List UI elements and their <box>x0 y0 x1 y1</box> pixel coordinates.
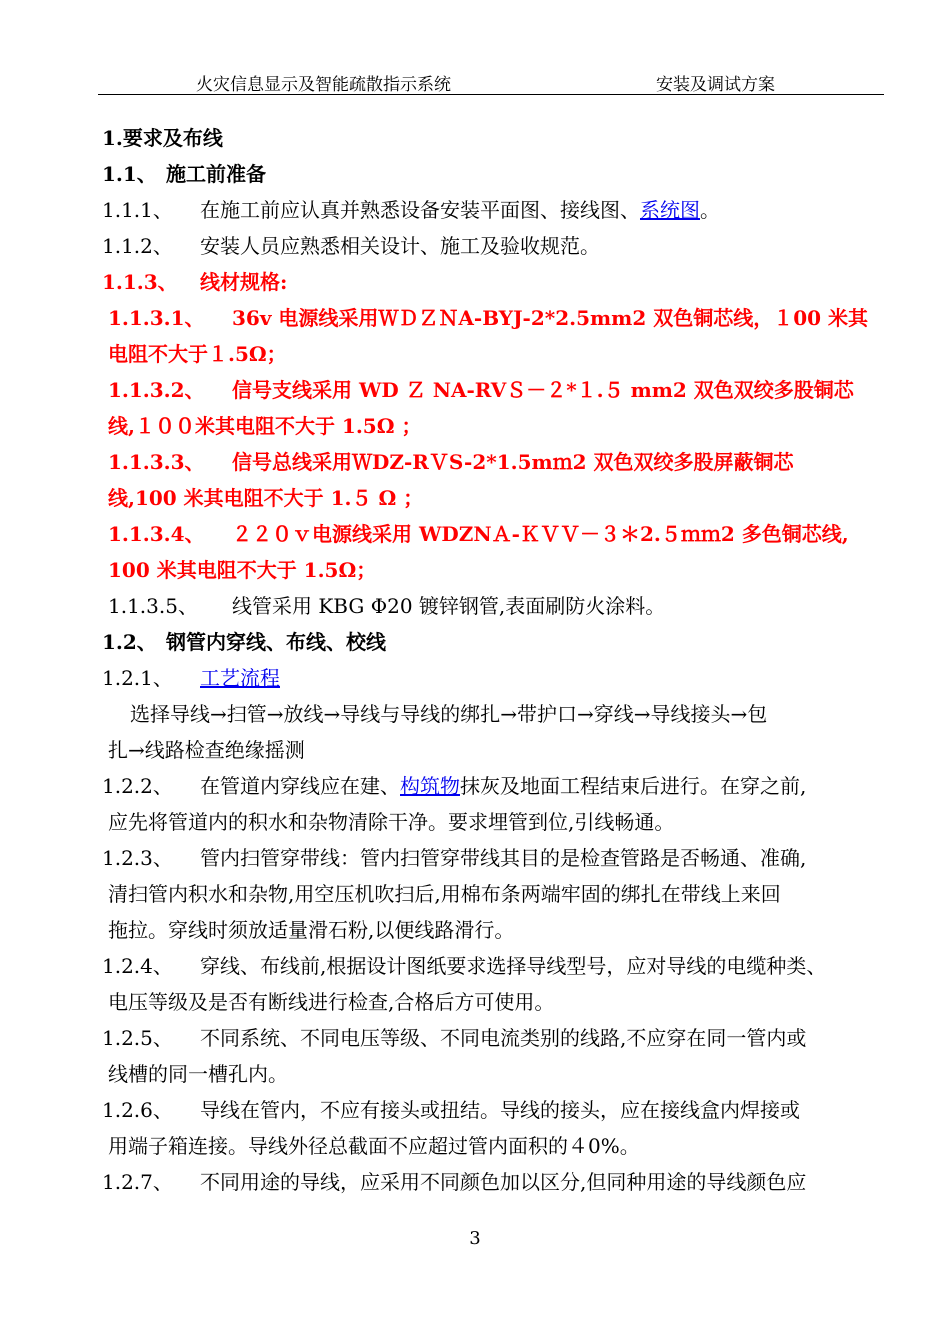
para-1-2-1-number: 1.2.1、 <box>102 666 173 690</box>
para-1-1-3-3 <box>108 448 794 476</box>
para-1-1-3-3-cont: 线,100 米其电阻不大于 1.５ Ω ； <box>108 486 424 510</box>
para-1-2-6 <box>102 1096 800 1124</box>
para-1-2-6-line2: 用端子箱连接。导线外径总截面不应超过管内面积的４0%。 <box>108 1134 640 1158</box>
para-1-1-2-text: 安装人员应熟悉相关设计、施工及验收规范。 <box>200 234 600 258</box>
header-subtitle: 安装及调试方案 <box>656 75 775 95</box>
para-1-1-3-3-line1: 信号总线采用ＷDZ-RＶS-2*1.5mｍ2 双色双绞多股屏蔽铜芯 <box>232 450 794 474</box>
para-1-2-5 <box>102 1024 806 1052</box>
para-1-1-3-1 <box>108 304 868 332</box>
para-1-1-3-2 <box>108 376 854 404</box>
para-1-1-1-text: 在施工前应认真并熟悉设备安装平面图、接线图、 <box>200 198 640 222</box>
para-1-2-7-line1: 不同用途的导线，应采用不同颜色加以区分,但同种用途的导线颜色应 <box>200 1170 807 1194</box>
para-1-2-5-line1: 不同系统、不同电压等级、不同电流类别的线路,不应穿在同一管内或 <box>200 1026 807 1050</box>
para-1-1-3-4-number: 1.1.3.4、 <box>108 522 205 546</box>
system-diagram-link[interactable]: 系统图 <box>640 198 700 222</box>
section-1-title: 1.要求及布线 <box>102 126 223 150</box>
para-1-1-3-1-line1: 36v 电源线采用ＷＤＺＮA-BYJ-2*2.5mm2 双色铜芯线，１00 米其 <box>232 306 868 330</box>
para-1-1-3-4 <box>108 520 849 548</box>
para-1-1-1-number: 1.1.1、 <box>102 198 173 222</box>
section-1-1-title: 施工前准备 <box>166 162 266 186</box>
para-1-2-1-line1: 选择导线→扫管→放线→导线与导线的绑扎→带护口→穿线→导线接头→包 <box>130 702 768 726</box>
section-1-2-number: 1.2、 <box>102 630 157 654</box>
para-1-2-1 <box>102 664 280 692</box>
para-1-1-3 <box>102 268 287 296</box>
process-flow-link[interactable]: 工艺流程 <box>200 666 280 690</box>
header-title: 火灾信息显示及智能疏散指示系统 <box>196 75 451 95</box>
para-1-1-1 <box>102 196 720 224</box>
structure-link[interactable]: 构筑物 <box>400 774 460 798</box>
para-1-2-3-line1: 管内扫管穿带线：管内扫管穿带线其目的是检查管路是否畅通、准确, <box>200 846 807 870</box>
section-1-2-title: 钢管内穿线、布线、校线 <box>166 630 386 654</box>
para-1-2-7-number: 1.2.7、 <box>102 1170 173 1194</box>
para-1-1-3-4-line1: ２２０ｖ电源线采用 WDZNＡ-ＫＶＶ－３＊2.５ｍｍ2 多色铜芯线, <box>232 522 849 546</box>
para-1-2-3-line3: 拖拉。穿线时须放适量滑石粉,以便线路滑行。 <box>108 918 515 942</box>
para-1-1-3-3-number: 1.1.3.3、 <box>108 450 205 474</box>
para-1-2-3-line2: 清扫管内积水和杂物,用空压机吹扫后,用棉布条两端牢固的绑扎在带线上来回 <box>108 882 781 906</box>
para-1-2-4 <box>102 952 826 980</box>
para-1-2-6-line1: 导线在管内，不应有接头或扭结。导线的接头，应在接线盒内焊接或 <box>200 1098 800 1122</box>
para-1-2-5-number: 1.2.5、 <box>102 1026 173 1050</box>
para-1-1-3-5 <box>108 592 665 620</box>
para-1-2-2-text-a: 在管道内穿线应在建、 <box>200 774 400 798</box>
para-1-2-4-line2: 电压等级及是否有断线进行检查,合格后方可使用。 <box>108 990 555 1014</box>
para-1-2-4-line1: 穿线、布线前,根据设计图纸要求选择导线型号，应对导线的电缆种类、 <box>200 954 827 978</box>
para-1-2-2-number: 1.2.2、 <box>102 774 173 798</box>
para-1-1-3-1-number: 1.1.3.1、 <box>108 306 205 330</box>
section-1-1-heading-row <box>102 160 266 188</box>
para-1-2-2 <box>102 772 806 800</box>
para-1-2-3-number: 1.2.3、 <box>102 846 173 870</box>
para-1-2-2-text-b: 抹灰及地面工程结束后进行。在穿之前, <box>460 774 807 798</box>
para-1-1-3-2-number: 1.1.3.2、 <box>108 378 205 402</box>
para-1-1-3-5-text: 线管采用 KBG Φ20 镀锌钢管,表面刷防火涂料。 <box>232 594 666 618</box>
section-1-2-heading <box>102 628 386 656</box>
para-1-1-3-text: 线材规格: <box>200 270 288 294</box>
para-1-1-3-2-line1: 信号支线采用 WD Ｚ NA-RVＳ－２*１.５ mm2 双色双绞多股铜芯 <box>232 378 854 402</box>
para-1-1-2-number: 1.1.2、 <box>102 234 173 258</box>
para-1-1-3-4-cont: 100 米其电阻不大于 1.5Ω； <box>108 558 377 582</box>
para-1-1-3-2-cont: 线,１００米其电阻不大于 1.5Ω ； <box>108 414 422 438</box>
para-1-1-2 <box>102 232 600 260</box>
para-1-2-6-number: 1.2.6、 <box>102 1098 173 1122</box>
para-1-2-3 <box>102 844 806 872</box>
para-1-2-2-line2: 应先将管道内的积水和杂物清除干净。要求埋管到位,引线畅通。 <box>108 810 675 834</box>
section-1-1-num: 1.1、 <box>102 160 166 188</box>
page-header <box>98 66 884 95</box>
para-1-1-3-5-number: 1.1.3.5、 <box>108 594 198 618</box>
para-1-1-3-1-cont: 电阻不大于１.5Ω； <box>108 342 287 366</box>
para-1-2-4-number: 1.2.4、 <box>102 954 173 978</box>
page-number: 3 <box>469 1228 481 1249</box>
para-1-2-7 <box>102 1168 806 1196</box>
para-1-1-3-number: 1.1.3、 <box>102 270 178 294</box>
para-1-1-1-end: 。 <box>700 198 720 222</box>
para-1-2-1-line2: 扎→线路检查绝缘摇测 <box>108 738 305 762</box>
para-1-2-5-line2: 线槽的同一槽孔内。 <box>108 1062 288 1086</box>
